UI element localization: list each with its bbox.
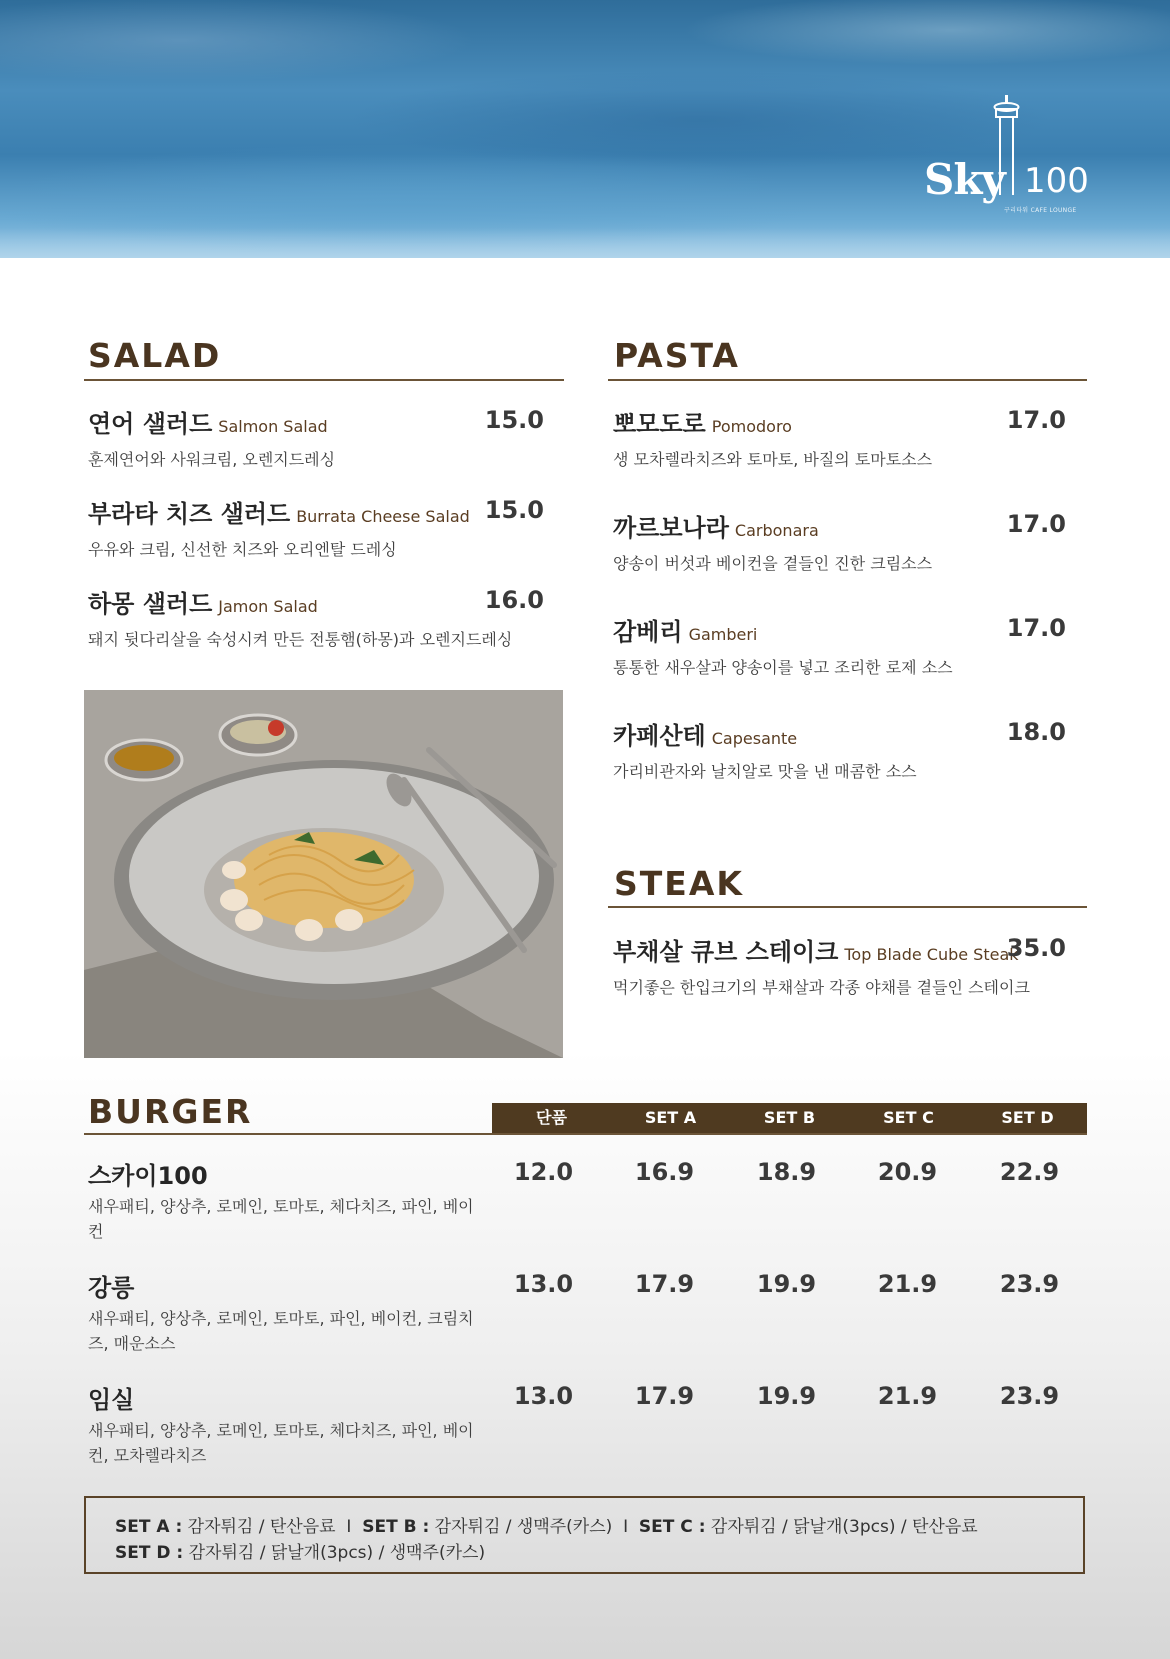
burger-price: 12.0 bbox=[513, 1158, 574, 1186]
set-c-text: 감자튀김 / 닭날개(3pcs) / 탄산음료 bbox=[710, 1517, 978, 1537]
set-d-text: 감자튀김 / 닭날개(3pcs) / 생맥주(카스) bbox=[188, 1543, 486, 1563]
burger-price: 16.9 bbox=[634, 1158, 695, 1186]
item-name: 연어 샐러드 bbox=[88, 410, 213, 438]
burger-price: 19.9 bbox=[756, 1382, 817, 1410]
separator: I bbox=[346, 1517, 352, 1537]
burger-price: 17.9 bbox=[634, 1270, 695, 1298]
logo bbox=[920, 95, 1090, 215]
set-legend-box bbox=[84, 1496, 1085, 1574]
item-name: 뽀모도로 bbox=[613, 410, 706, 438]
column-header: SET A bbox=[644, 1108, 697, 1127]
item-price: 15.0 bbox=[484, 496, 544, 524]
burger-price: 22.9 bbox=[999, 1158, 1060, 1186]
burger-price: 18.9 bbox=[756, 1158, 817, 1186]
item-name: 카페산테 bbox=[613, 722, 706, 750]
item-english-name: Top Blade Cube Steak bbox=[844, 945, 1019, 964]
salad-divider bbox=[84, 379, 564, 381]
burger-price: 19.9 bbox=[756, 1270, 817, 1298]
burger-price: 17.9 bbox=[634, 1382, 695, 1410]
item-price: 15.0 bbox=[484, 406, 544, 434]
set-a-label: SET A : bbox=[115, 1517, 183, 1537]
burger-name: 강릉 bbox=[88, 1274, 135, 1302]
logo-number: 100 bbox=[1024, 161, 1089, 201]
item-price: 18.0 bbox=[1006, 718, 1066, 746]
steak-title: STEAK bbox=[614, 864, 744, 903]
set-c-label: SET C : bbox=[638, 1517, 706, 1537]
item-price: 17.0 bbox=[1006, 510, 1066, 538]
set-b-label: SET B : bbox=[362, 1517, 430, 1537]
item-price: 16.0 bbox=[484, 586, 544, 614]
item-english-name: Pomodoro bbox=[711, 417, 792, 436]
logo-brand: Sky bbox=[924, 155, 1005, 204]
column-header: SET D bbox=[1001, 1108, 1054, 1127]
menu-item bbox=[88, 494, 470, 560]
burger-name: 임실 bbox=[88, 1386, 135, 1414]
pasta-title: PASTA bbox=[614, 336, 740, 375]
pasta-divider bbox=[608, 379, 1087, 381]
burger-price: 13.0 bbox=[513, 1382, 574, 1410]
separator: I bbox=[623, 1517, 629, 1537]
burger-price: 23.9 bbox=[999, 1382, 1060, 1410]
burger-title: BURGER bbox=[88, 1092, 253, 1131]
set-legend-line-1 bbox=[115, 1512, 978, 1537]
column-header: SET B bbox=[763, 1108, 816, 1127]
item-name: 부라타 치즈 샐러드 bbox=[88, 500, 291, 528]
item-price: 17.0 bbox=[1006, 406, 1066, 434]
item-description: 돼지 뒷다리살을 숙성시켜 만든 전통햄(하몽)과 오렌지드레싱 bbox=[88, 630, 513, 649]
menu-item bbox=[613, 716, 917, 782]
pasta-photo bbox=[84, 690, 563, 1058]
item-english-name: Jamon Salad bbox=[218, 597, 318, 616]
salad-title: SALAD bbox=[88, 336, 222, 375]
burger-price: 20.9 bbox=[877, 1158, 938, 1186]
steak-divider bbox=[608, 906, 1087, 908]
column-header: 단품 bbox=[536, 1108, 567, 1127]
item-description: 훈제연어와 사워크림, 오렌지드레싱 bbox=[88, 450, 336, 469]
item-english-name: Burrata Cheese Salad bbox=[296, 507, 470, 526]
set-a-text: 감자튀김 / 탄산음료 bbox=[187, 1517, 336, 1537]
menu-item bbox=[613, 932, 1030, 998]
logo-subtitle: 구리타워 CAFE LOUNGE bbox=[1004, 207, 1077, 214]
burger-description: 새우패티, 양상추, 로메인, 토마토, 체다치즈, 파인, 베이컨 bbox=[88, 1197, 474, 1241]
burger-price-header bbox=[492, 1103, 1087, 1133]
item-english-name: Salmon Salad bbox=[218, 417, 328, 436]
menu-item bbox=[88, 404, 335, 470]
item-description: 생 모차렐라치즈와 토마토, 바질의 토마토소스 bbox=[613, 450, 933, 469]
burger-price: 21.9 bbox=[877, 1382, 938, 1410]
burger-description: 새우패티, 양상추, 로메인, 토마토, 파인, 베이컨, 크림치즈, 매운소스 bbox=[88, 1309, 474, 1353]
set-b-text: 감자튀김 / 생맥주(카스) bbox=[434, 1517, 613, 1537]
item-name: 하몽 샐러드 bbox=[88, 590, 213, 618]
menu-item bbox=[613, 612, 953, 678]
set-d-label: SET D : bbox=[115, 1543, 184, 1563]
item-name: 부채살 큐브 스테이크 bbox=[613, 938, 839, 966]
item-english-name: Gamberi bbox=[688, 625, 758, 644]
header-banner bbox=[0, 0, 1170, 258]
item-english-name: Capesante bbox=[711, 729, 798, 748]
column-header: SET C bbox=[883, 1108, 934, 1127]
burger-description: 새우패티, 양상추, 로메인, 토마토, 체다치즈, 파인, 베이컨, 모차렐라치즈 bbox=[88, 1421, 474, 1465]
burger-name: 스카이100 bbox=[88, 1162, 208, 1190]
item-english-name: Carbonara bbox=[734, 521, 819, 540]
burger-price: 23.9 bbox=[999, 1270, 1060, 1298]
item-description: 먹기좋은 한입크기의 부채살과 각종 야채를 곁들인 스테이크 bbox=[613, 978, 1030, 997]
item-description: 우유와 크림, 신선한 치즈와 오리엔탈 드레싱 bbox=[88, 540, 397, 559]
item-description: 통통한 새우살과 양송이를 넣고 조리한 로제 소스 bbox=[613, 658, 953, 677]
item-description: 양송이 버섯과 베이컨을 곁들인 진한 크림소스 bbox=[613, 554, 933, 573]
item-description: 가리비관자와 날치알로 맛을 낸 매콤한 소스 bbox=[613, 762, 917, 781]
menu-item bbox=[613, 508, 932, 574]
burger-divider bbox=[84, 1133, 1087, 1135]
item-price: 35.0 bbox=[1006, 934, 1066, 962]
burger-price: 13.0 bbox=[513, 1270, 574, 1298]
item-name: 감베리 bbox=[613, 618, 683, 646]
menu-item bbox=[613, 404, 932, 470]
item-price: 17.0 bbox=[1006, 614, 1066, 642]
menu-item bbox=[88, 584, 512, 650]
item-name: 까르보나라 bbox=[613, 514, 729, 542]
burger-price: 21.9 bbox=[877, 1270, 938, 1298]
set-legend-line-2 bbox=[115, 1538, 485, 1563]
